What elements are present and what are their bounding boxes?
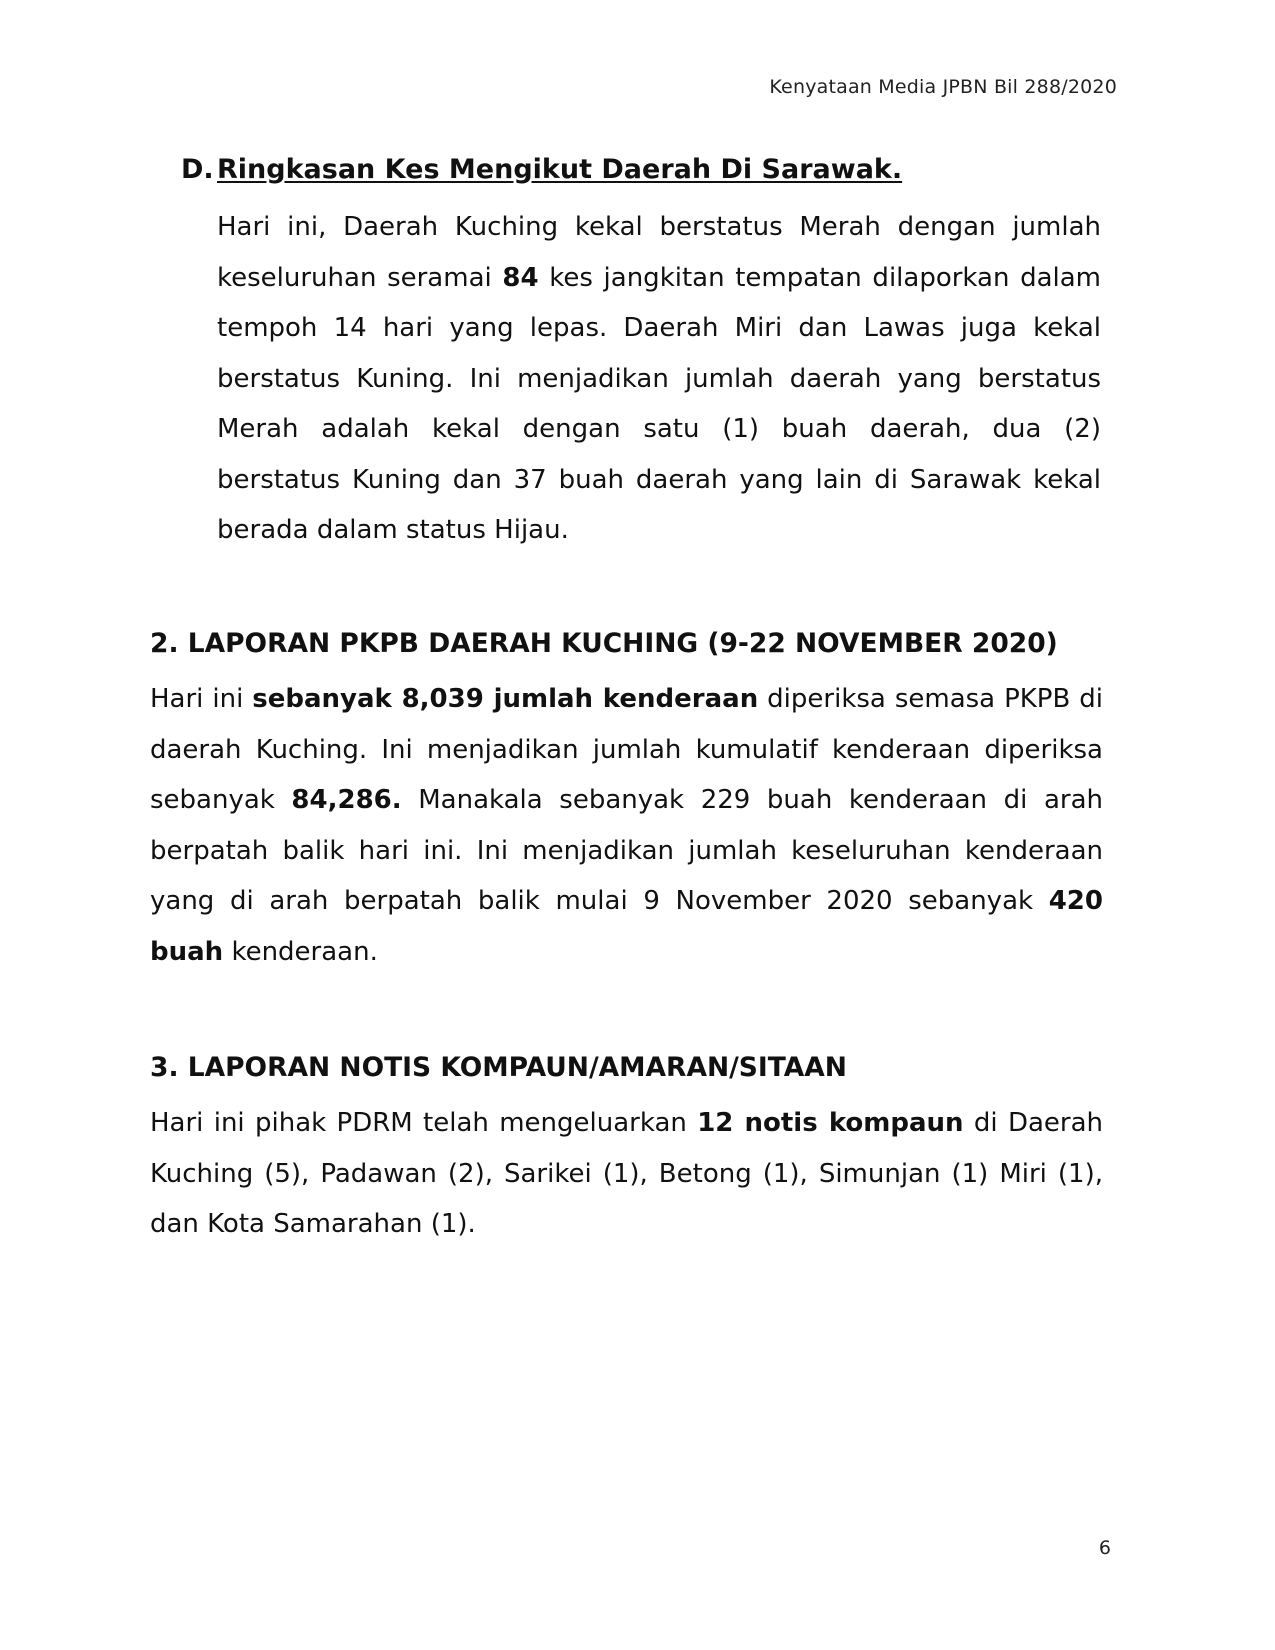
section-2-text-4: kenderaan. [223, 936, 378, 967]
section-2-vehicles-checked: sebanyak 8,039 jumlah kenderaan [252, 684, 759, 714]
section-d-case-count: 84 [502, 262, 539, 293]
section-3-heading: 3. LAPORAN NOTIS KOMPAUN/AMARAN/SITAAN [150, 1052, 847, 1083]
section-d-letter: D. [181, 154, 214, 185]
section-2-text-2: diperiksa semasa PKPB di daerah Kuching. Ini menjadikan jumlah kumulatif kenderaan diperiksa sebanyak [150, 684, 1104, 815]
section-3-paragraph [150, 1098, 1103, 1250]
section-d-text-2: kes jangkitan tempatan dilaporkan dalam tempoh 14 hari yang lepas. Daerah Miri dan Lawas juga kekal berstatus Kuning. Ini menjadikan jumlah daerah yang berstatus Merah adalah kekal dengan satu (1) buah daerah, dua (2) berstatus Kuning dan 37 buah daerah yang lain di Sarawak kekal berada dalam status Hijau. [217, 262, 1102, 545]
section-2-cumulative-total: 84,286. [291, 785, 402, 815]
document-reference: Kenyataan Media JPBN Bil 288/2020 [769, 76, 1117, 98]
section-2-heading: 2. LAPORAN PKPB DAERAH KUCHING (9-22 NOVEMBER 2020) [150, 628, 1058, 659]
section-d-paragraph [217, 202, 1101, 556]
section-2-text-3: Manakala sebanyak 229 buah kenderaan di arah berpatah balik hari ini. Ini menjadikan jumlah keseluruhan kenderaan yang di arah berpatah balik mulai 9 November 2020 sebanyak [150, 785, 1103, 916]
page-number: 6 [1098, 1537, 1111, 1559]
section-d-heading [181, 152, 1101, 188]
section-3 [150, 1050, 1103, 1250]
section-2-text-1: Hari ini [150, 684, 253, 714]
section-d [181, 152, 1101, 556]
section-3-compound-count: 12 notis kompaun [697, 1108, 964, 1138]
section-2 [150, 626, 1103, 977]
section-2-turned-back-total: 420 buah [150, 886, 1103, 967]
section-2-paragraph [150, 674, 1103, 977]
section-d-text-1: Hari ini, Daerah Kuching kekal berstatus Merah dengan jumlah keseluruhan seramai [217, 212, 1101, 293]
section-3-text-2: di Daerah Kuching (5), Padawan (2), Sarikei (1), Betong (1), Simunjan (1) Miri (1), dan Kota Samarahan (1). [150, 1108, 1103, 1239]
section-d-title: Ringkasan Kes Mengikut Daerah Di Sarawak. [217, 154, 903, 185]
section-3-text-1: Hari ini pihak PDRM telah mengeluarkan [150, 1108, 698, 1138]
